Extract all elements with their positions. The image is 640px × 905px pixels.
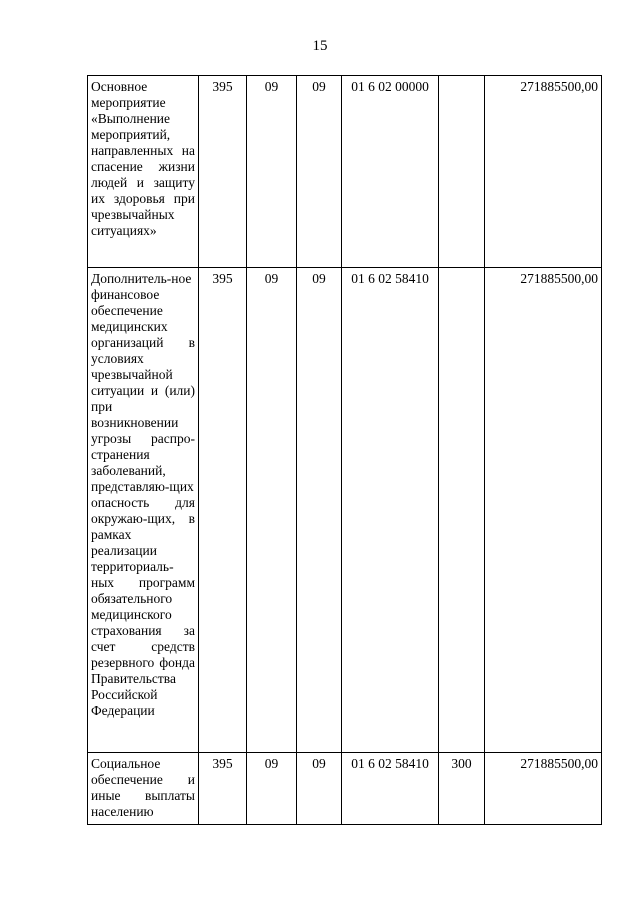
subsection-cell: 09	[297, 76, 342, 268]
amount-cell: 271885500,00	[485, 76, 602, 268]
table-row	[88, 268, 602, 753]
expense-type-cell	[439, 268, 485, 753]
section-cell: 09	[247, 76, 297, 268]
amount-cell: 271885500,00	[485, 268, 602, 753]
section-cell: 09	[247, 268, 297, 753]
grbs-cell: 395	[199, 753, 247, 825]
row-name-cell: Социальное обеспечение и иные выплаты населению	[88, 753, 199, 825]
expense-type-cell	[439, 76, 485, 268]
page-number: 15	[312, 38, 328, 54]
row-name-cell: Основное мероприятие «Выполнение мероприятий, направленных на спасение жизни людей и защиту их здоровья при чрезвычайных ситуациях»	[88, 76, 199, 268]
subsection-cell: 09	[297, 753, 342, 825]
budget-table	[87, 75, 602, 825]
table-row	[88, 76, 602, 268]
target-article-cell: 01 6 02 58410	[342, 753, 439, 825]
section-cell: 09	[247, 753, 297, 825]
grbs-cell: 395	[199, 76, 247, 268]
row-name-cell: Дополнитель-ное финансовое обеспечение медицинских организаций в условиях чрезвычайной ситуации и (или) при возникновении угрозы распро-странения заболеваний, представляю-щих опасность для окружаю-щих, в рамках реализации территориаль-ных программ обязательного медицинского страхования за счет средств резервного фонда Правительства Российской Федерации	[88, 268, 199, 753]
amount-cell: 271885500,00	[485, 753, 602, 825]
subsection-cell: 09	[297, 268, 342, 753]
target-article-cell: 01 6 02 00000	[342, 76, 439, 268]
grbs-cell: 395	[199, 268, 247, 753]
expense-type-cell: 300	[439, 753, 485, 825]
target-article-cell: 01 6 02 58410	[342, 268, 439, 753]
table-row	[88, 753, 602, 825]
